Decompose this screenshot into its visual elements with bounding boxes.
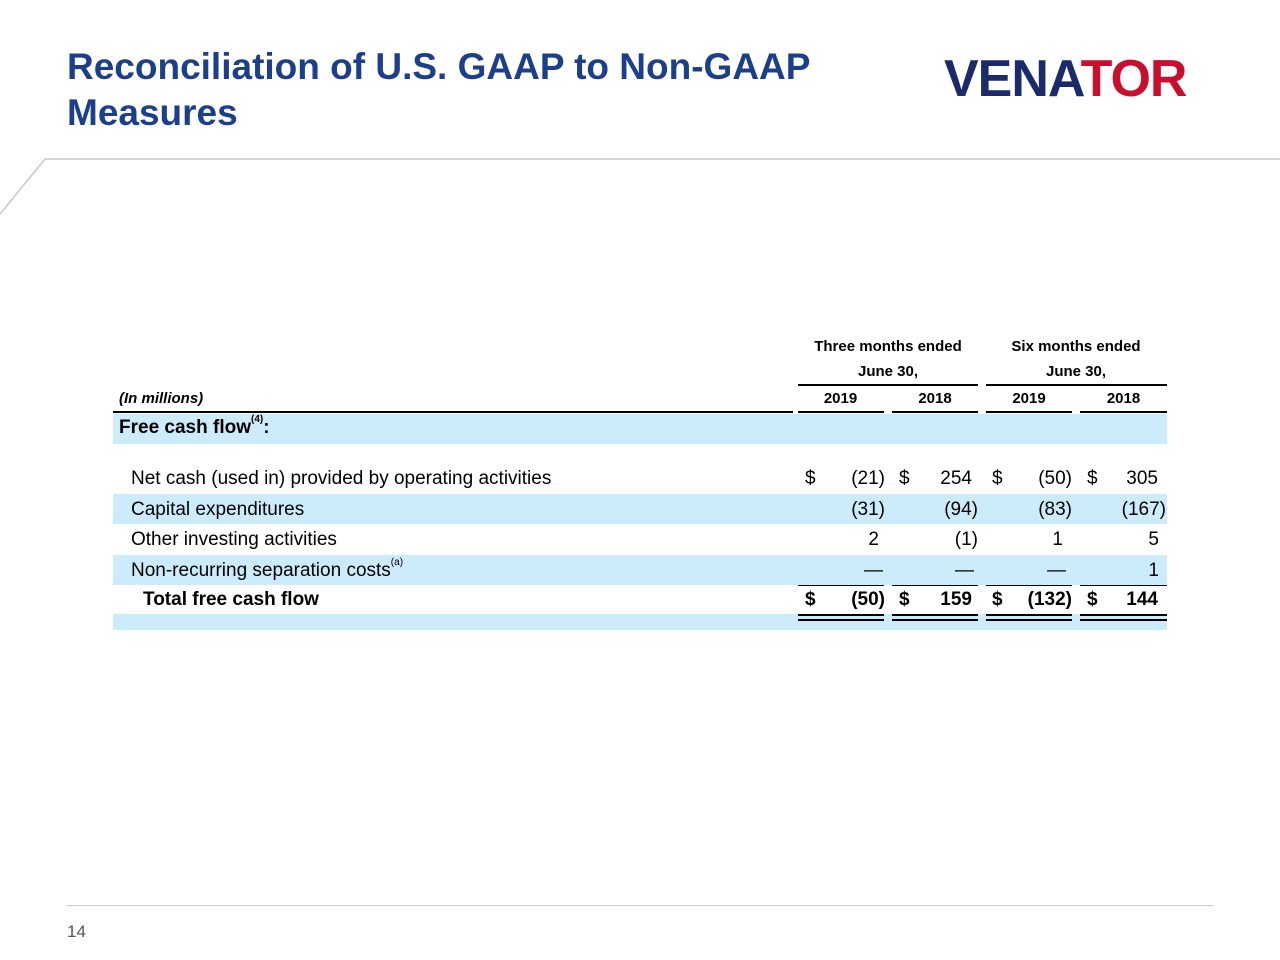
year-header: 2018 (918, 390, 952, 407)
value-cell: (94) (944, 499, 978, 520)
page-number: 14 (67, 922, 86, 941)
group-subheader-three-months: June 30, (857, 363, 919, 380)
total-value: 159 (940, 589, 972, 610)
value-cell: (50) (1038, 468, 1072, 489)
row-label: Other investing activities (131, 529, 337, 550)
footer-divider (67, 905, 1213, 906)
free-cash-flow-table (113, 330, 1167, 630)
group-underline-six-months (986, 384, 1167, 386)
currency-symbol: $ (1087, 589, 1098, 610)
row-band (113, 614, 1167, 630)
total-double-rule (1080, 614, 1167, 616)
currency-symbol: $ (805, 589, 816, 610)
currency-symbol: $ (805, 468, 816, 489)
total-value: (132) (1027, 589, 1072, 610)
value-cell: 305 (1126, 468, 1158, 489)
value-cell: 1 (1148, 560, 1159, 581)
header-rule (1080, 411, 1167, 413)
row-label: Net cash (used in) provided by operating activities (131, 468, 552, 489)
group-header-six-months: Six months ended (1011, 338, 1141, 355)
units-label: (In millions) (119, 390, 204, 407)
value-cell: 1 (1052, 529, 1063, 550)
value-cell: 2 (868, 529, 879, 550)
group-subheader-six-months: June 30, (1045, 363, 1107, 380)
value-cell: 5 (1148, 529, 1159, 550)
total-double-rule (798, 614, 884, 616)
value-cell: (167) (1121, 499, 1166, 520)
header-rule (798, 411, 884, 413)
currency-symbol: $ (992, 468, 1003, 489)
total-double-rule (798, 619, 884, 621)
total-label: Total free cash flow (143, 589, 319, 610)
value-cell: (83) (1038, 499, 1072, 520)
value-cell: (1) (954, 529, 978, 550)
value-cell: (21) (851, 468, 885, 489)
group-header-three-months: Three months ended (814, 338, 962, 355)
total-value: 144 (1126, 589, 1158, 610)
total-value: (50) (851, 589, 885, 610)
logo-text: VENATOR (944, 50, 1187, 105)
currency-symbol: $ (1087, 468, 1098, 489)
header-rule (113, 411, 793, 413)
total-double-rule (986, 614, 1072, 616)
row-band (113, 414, 1167, 444)
section-label: Free cash flow$^{(4)}$: (119, 414, 270, 438)
year-header: 2018 (1106, 390, 1141, 407)
total-double-rule (1080, 619, 1167, 621)
subtotal-rule (798, 585, 884, 586)
slide-title: Reconciliation of U.S. GAAP to Non-GAAP Measures (67, 46, 810, 133)
value-cell: 254 (940, 468, 972, 489)
header-rule (986, 411, 1072, 413)
total-double-rule (986, 619, 1072, 621)
subtotal-rule (986, 585, 1072, 586)
currency-symbol: $ (899, 589, 910, 610)
value-cell: — (1047, 560, 1066, 581)
value-cell: (31) (851, 499, 885, 520)
value-cell: — (955, 560, 974, 581)
year-header: 2019 (1012, 390, 1046, 407)
value-cell: — (864, 560, 883, 581)
row-label: Non-recurring separation costs$^{(a)}$ (131, 557, 404, 581)
header-rule (892, 411, 978, 413)
currency-symbol: $ (992, 589, 1003, 610)
year-header: 2019 (823, 390, 858, 407)
subtotal-rule (892, 585, 978, 586)
total-double-rule (892, 619, 978, 621)
group-underline-three-months (798, 384, 978, 386)
currency-symbol: $ (899, 468, 910, 489)
subtotal-rule (1080, 585, 1167, 586)
row-label: Capital expenditures (131, 499, 305, 520)
total-double-rule (892, 614, 978, 616)
venator-logo (940, 50, 1215, 105)
